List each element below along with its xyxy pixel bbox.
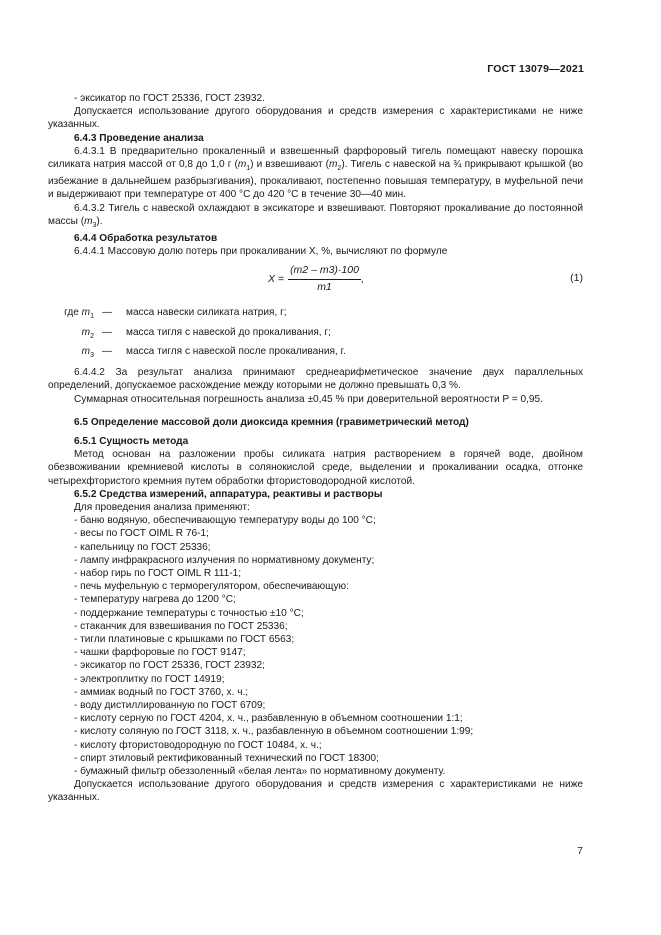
list-item: - поддержание температуры с точностью ±10 °С; (74, 607, 304, 619)
list-item: - кислоту фтористоводородную по ГОСТ 10484, х. ч.; (74, 739, 322, 751)
list-item: - кислоту соляную по ГОСТ 3118, х. ч., разбавленную в объемном соотношении 1:99; (74, 726, 474, 738)
list-item: - температуру нагрева до 1200 °С; (74, 594, 236, 606)
list-item: - спирт этиловый ректификованный технический по ГОСТ 18300; (74, 752, 379, 764)
list-item: - эксикатор по ГОСТ 25336, ГОСТ 23932. (74, 93, 265, 104)
list-item: - кислоту серную по ГОСТ 4204, х. ч., разбавленную в объемном соотношении 1:1; (74, 713, 463, 725)
section-heading-6-5-1: 6.5.1 Сущность метода (74, 435, 189, 447)
list-item: - стаканчик для взвешивания по ГОСТ 25336; (74, 620, 288, 632)
where-row: где $m_1$ — масса навески силиката натрия, г; (64, 307, 287, 321)
paragraph-6-4-3-2: 6.4.3.2 Тигель с навеской охлаждают в эксикаторе и взвешивают. Повторяют прокаливание до постоянной массы $(m_3)$. (48, 202, 583, 229)
formula-tail: , (360, 272, 364, 285)
list-item: - чашки фарфоровые по ГОСТ 9147; (74, 647, 246, 659)
list-item: - капельницу по ГОСТ 25336; (74, 541, 211, 553)
paragraph-accuracy: Суммарная относительная погрешность анализа ±0,45 % при доверительной вероятности P = 0,95. (74, 393, 543, 405)
paragraph-6-5-1: Метод основан на разложении пробы силиката натрия растворением в горячей воде, двойном обезвоживании кремниевой кислоты в солянокислой среде, выделении и прокаливании осадка, отгонке четырехфтористого кремния путем обработки фтористоводородной кислотой. (48, 449, 583, 487)
paragraph-6-4-3-1: 6.4.3.1 В предварительно прокаленный и взвешенный фарфоровый тигель помещают навеску порошка силиката натрия массой от 0,8 до 1,0 г $(m_1)$ и взвешивают $(m_2)$. Тигель с навеской на ¾ прикрывают крышкой (во избежание в дальнейшем разбрызгивания), прокаливают, постепенно повышая температуру, в муфельной печи и выдерживают при температуре от 400 °С до 420 °С в течение 30—40 мин. (48, 145, 583, 201)
section-heading-6-5-2: 6.5.2 Средства измерений, аппаратура, реактивы и растворы (74, 488, 383, 500)
section-heading-6-5: 6.5 Определение массовой доли диоксида кремния (гравиметрический метод) (74, 416, 469, 428)
page-number: 7 (577, 845, 583, 857)
formula-denominator: m1 (317, 280, 332, 293)
list-item: - аммиак водный по ГОСТ 3760, х. ч.; (74, 686, 249, 698)
section-heading-6-4-4: 6.4.4 Обработка результатов (74, 233, 218, 245)
list-item: - воду дистиллированную по ГОСТ 6709; (74, 700, 266, 711)
list-item: - эксикатор по ГОСТ 25336, ГОСТ 23932; (74, 660, 265, 672)
standard-header: ГОСТ 13079—2021 (487, 63, 584, 75)
formula-numerator: (m2 – m3)·100 (288, 264, 361, 279)
where-row: $m_3$ — масса тигля с навеской после прокаливания, г. (81, 345, 346, 359)
list-item: - печь муфельную с терморегулятором, обеспечивающую: (74, 581, 349, 593)
where-row: $m_2$ — масса тигля с навеской до прокаливания, г; (81, 326, 331, 340)
list-item: - электроплитку по ГОСТ 14919; (74, 673, 225, 685)
paragraph-6-4-4-1: 6.4.4.1 Массовую долю потерь при прокаливании X, %, вычисляют по формуле (74, 246, 448, 258)
list-item: - баню водяную, обеспечивающую температуру воды до 100 °С; (74, 515, 376, 527)
equation-number: (1) (570, 272, 583, 285)
formula-1 (48, 262, 583, 300)
paragraph: Допускается использование другого оборудования и средств измерения с характеристиками не ниже указанных. (48, 779, 583, 804)
list-item: - тигли платиновые с крышками по ГОСТ 6563; (74, 633, 295, 645)
paragraph-6-5-2-intro: Для проведения анализа применяют: (74, 501, 250, 513)
list-item: - набор гирь по ГОСТ OIML R 111-1; (74, 567, 242, 579)
list-item: - лампу инфракрасного излучения по нормативному документу; (74, 554, 375, 566)
paragraph-6-4-4-2: 6.4.4.2 За результат анализа принимают среднеарифметическое значение двух параллельных определений, допускаемое расхождение между которыми не должно превышать 0,3 %. (48, 367, 583, 392)
paragraph: Допускается использование другого оборудования и средств измерения с характеристиками не ниже указанных. (48, 106, 583, 131)
list-item: - весы по ГОСТ OIML R 76-1; (74, 528, 209, 540)
document-body (48, 92, 583, 805)
formula-lhs: X = (268, 272, 285, 285)
list-item: - бумажный фильтр обеззоленный «белая лента» по нормативному документу. (74, 766, 446, 778)
section-heading-6-4-3: 6.4.3 Проведение анализа (74, 132, 204, 144)
